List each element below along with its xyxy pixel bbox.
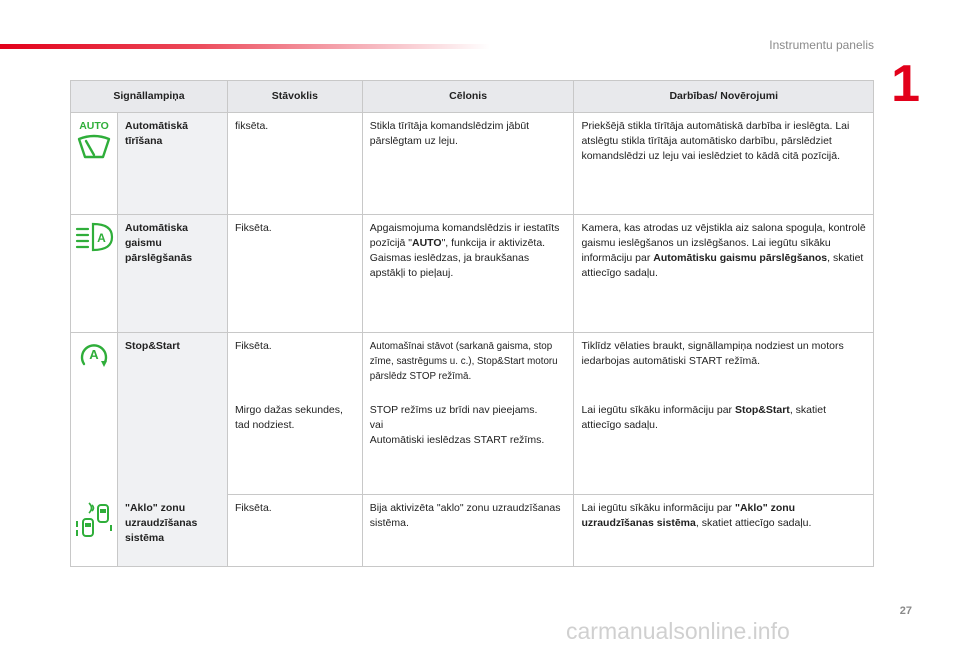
action-link-text: "Aklo" zonu uzraudzīšanas sistēma: [581, 502, 796, 529]
lamp-name: Automātiskā tīrīšana: [118, 113, 228, 215]
action-text: , skatiet attiecīgo sadaļu.: [695, 517, 812, 529]
lamp-cause: Stikla tīrītāja komandslēdzim jābūt pārslēgtam uz leju.: [362, 113, 574, 215]
auto-wiper-icon: [74, 117, 114, 163]
section-title: Instrumentu panelis: [769, 38, 874, 52]
icon-cell: [71, 113, 118, 215]
action-text: Kamera, kas atrodas uz vējstikla aiz salona spoguļa, kontrolē gaismu ieslēgšanos un izslēgšanos. Lai iegūtu sīkāku informāciju par: [581, 222, 866, 264]
stop-start-label: A: [89, 347, 99, 362]
lamp-action: Priekšējā stikla tīrītāja automātiskā darbība ir ieslēgta. Lai atslēgtu stikla tīrītāja automātisko darbību, pārslēdziet komandslēdzi uz leju vai ieslēdziet to kādā citā pozīcijā.: [574, 113, 874, 215]
table-row: [71, 495, 874, 567]
column-header-action: Darbības/ Novērojumi: [574, 81, 874, 113]
lamp-action: [574, 495, 874, 567]
table-row: [71, 333, 874, 397]
lamp-action: Tiklīdz vēlaties braukt, signāllampiņa nodziest un motors iedarbojas automātiski START režīmā.: [574, 333, 874, 397]
lamp-name: "Aklo" zonu uzraudzīšanas sistēma: [118, 495, 228, 567]
table-header-row: [71, 81, 874, 113]
action-link-text: Stop&Start: [734, 403, 790, 416]
auto-headlamp-icon: [74, 219, 114, 253]
blind-spot-icon: [74, 499, 114, 539]
action-text: Lai iegūtu sīkāku informāciju par: [581, 502, 735, 514]
cause-line: vai: [369, 418, 384, 431]
action-link-text: Automātisku gaismu pārslēgšanos: [653, 252, 828, 264]
lamp-cause: Bija aktivizēta "aklo" zonu uzraudzīšanas sistēma.: [362, 495, 574, 567]
icon-cell: [71, 215, 118, 333]
lamp-action: [574, 215, 874, 333]
chapter-number: 1: [891, 55, 920, 113]
icon-cell: [71, 333, 118, 495]
auto-wiper-label: AUTO: [79, 120, 109, 132]
warning-lamp-table: [70, 80, 874, 567]
lamp-state: fiksēta.: [227, 113, 362, 215]
cause-text: Apgaismojuma komandslēdzis ir iestatīts pozīcijā ": [369, 222, 560, 249]
table-row: [71, 113, 874, 215]
lamp-cause: [362, 215, 574, 333]
auto-headlamp-label: A: [97, 231, 106, 245]
action-text: , skatiet attiecīgo sadaļu.: [581, 252, 864, 279]
lamp-name: Stop&Start: [118, 333, 228, 495]
cause-highlight: AUTO: [412, 237, 442, 249]
column-header-cause: Cēlonis: [362, 81, 574, 113]
lamp-name: Automātiska gaismu pārslēgšanās: [118, 215, 228, 333]
table-row: [71, 215, 874, 333]
lamp-action: [574, 397, 874, 495]
page-number: 27: [899, 605, 912, 617]
action-text: Lai iegūtu sīkāku informāciju par: [581, 403, 735, 416]
column-header-state: Stāvoklis: [227, 81, 362, 113]
stop-start-icon: [74, 337, 114, 371]
action-text: , skatiet attiecīgo sadaļu.: [581, 403, 826, 431]
watermark: carmanualsonline.info: [566, 618, 790, 644]
cause-text: ", funkcija ir aktivizēta. Gaismas ieslēdzas, ja braukšanas apstākļi to pieļauj.: [369, 237, 546, 279]
icon-cell: [71, 495, 118, 567]
lamp-state: Mirgo dažas sekundes, tad nodziest.: [227, 397, 362, 495]
header-accent-bar: [0, 44, 490, 49]
lamp-cause: Automašīnai stāvot (sarkanā gaisma, stop zīme, sastrēgums u. c.), Stop&Start motoru pārslēdz STOP režīmā.: [362, 333, 574, 397]
cause-line: Automātiski ieslēdzas START režīms.: [369, 433, 545, 446]
lamp-state: Fiksēta.: [227, 333, 362, 397]
lamp-state: Fiksēta.: [227, 495, 362, 567]
column-header-lamp: Signāllampiņa: [71, 81, 228, 113]
lamp-cause: [362, 397, 574, 495]
lamp-state: Fiksēta.: [227, 215, 362, 333]
cause-line: STOP režīms uz brīdi nav pieejams.: [369, 403, 538, 416]
